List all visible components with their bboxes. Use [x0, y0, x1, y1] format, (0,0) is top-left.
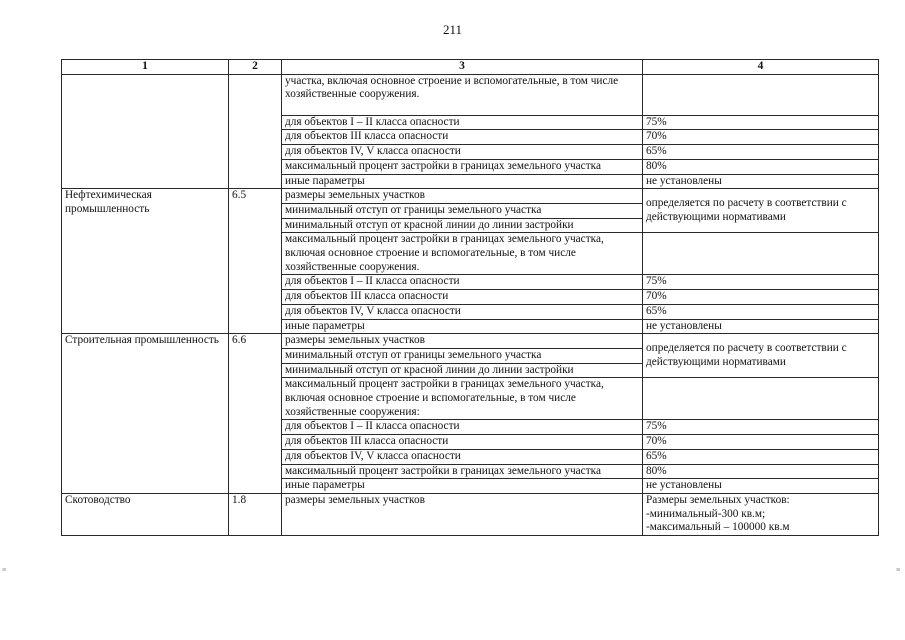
right-edge-mark: ≡ [896, 565, 901, 574]
cell-value: определяется по расчету в соответствии с действующими нормативами [643, 334, 879, 378]
cell-param: для объектов IV, V класса опасности [282, 449, 643, 464]
cell-param: размеры земельных участков [282, 334, 643, 349]
value-line-min: -минимальный-300 кв.м; [646, 507, 766, 520]
cell-value: 65% [643, 145, 879, 160]
cell-value: 80% [643, 159, 879, 174]
cell-value: не установлены [643, 174, 879, 189]
cell-param: для объектов III класса опасности [282, 130, 643, 145]
left-edge-mark: ≡ [2, 565, 7, 574]
table-header-row [62, 60, 879, 75]
cell-param: для объектов I – II класса опасности [282, 420, 643, 435]
cell-param: максимальный процент застройки в границах земельного участка, включая основное строение и вспомогательные, в том числе хозяйственные сооружения. [282, 233, 643, 275]
cell-value [643, 74, 879, 115]
cell-param: максимальный процент застройки в границах земельного участка, включая основное строение и вспомогательные, в том числе хозяйственные сооружения: [282, 378, 643, 420]
table-row [62, 334, 879, 349]
cell-value: определяется по расчету в соответствии с действующими нормативами [643, 189, 879, 233]
col-header-3: 3 [282, 60, 643, 75]
cell-value: 75% [643, 275, 879, 290]
cell-param: участка, включая основное строение и вспомогательные, в том числе хозяйственные сооружения. [282, 74, 643, 115]
cell-param: иные параметры [282, 479, 643, 494]
page-number: 211 [442, 22, 463, 37]
cell-value [643, 493, 879, 535]
cell-param: минимальный отступ от границы земельного участка [282, 348, 643, 363]
cell-param: размеры земельных участков [282, 493, 643, 535]
cell-value: 70% [643, 130, 879, 145]
cell-param: для объектов IV, V класса опасности [282, 304, 643, 319]
cell-use-code: 6.6 [229, 334, 282, 494]
col-header-2: 2 [229, 60, 282, 75]
cell-param: минимальный отступ от красной линии до линии застройки [282, 218, 643, 233]
cell-use-name: Нефтехимическая промышленность [62, 189, 229, 334]
cell-param: размеры земельных участков [282, 189, 643, 204]
cell-value: 65% [643, 449, 879, 464]
cell-value [643, 233, 879, 275]
cell-value: 70% [643, 435, 879, 450]
table-row [62, 189, 879, 204]
col-header-1: 1 [62, 60, 229, 75]
cell-value: 75% [643, 115, 879, 130]
cell-use-code: 1.8 [229, 493, 282, 535]
cell-param: для объектов I – II класса опасности [282, 275, 643, 290]
cell-value [643, 378, 879, 420]
cell-use-name: Скотоводство [62, 493, 229, 535]
table-row [62, 74, 879, 115]
cell-use-code: 6.5 [229, 189, 282, 334]
cell-param: максимальный процент застройки в границах земельного участка [282, 464, 643, 479]
cell-value: не установлены [643, 479, 879, 494]
cell-value: 65% [643, 304, 879, 319]
regulations-table [61, 59, 879, 536]
cell-param: для объектов I – II класса опасности [282, 115, 643, 130]
cell-value: 70% [643, 290, 879, 305]
value-line-title: Размеры земельных участков: [646, 493, 790, 506]
cell-use-name: Строительная промышленность [62, 334, 229, 494]
cell-param: для объектов IV, V класса опасности [282, 145, 643, 160]
cell-param: минимальный отступ от границы земельного участка [282, 203, 643, 218]
cell-param: для объектов III класса опасности [282, 290, 643, 305]
table-row [62, 493, 879, 535]
cell-value: не установлены [643, 319, 879, 334]
cell-empty [62, 74, 229, 189]
cell-value: 75% [643, 420, 879, 435]
cell-param: иные параметры [282, 319, 643, 334]
cell-empty [229, 74, 282, 189]
cell-param: для объектов III класса опасности [282, 435, 643, 450]
cell-param: минимальный отступ от красной линии до линии застройки [282, 363, 643, 378]
cell-param: иные параметры [282, 174, 643, 189]
col-header-4: 4 [643, 60, 879, 75]
cell-param: максимальный процент застройки в границах земельного участка [282, 159, 643, 174]
value-line-max: -максимальный – 100000 кв.м [646, 521, 790, 534]
cell-value: 80% [643, 464, 879, 479]
